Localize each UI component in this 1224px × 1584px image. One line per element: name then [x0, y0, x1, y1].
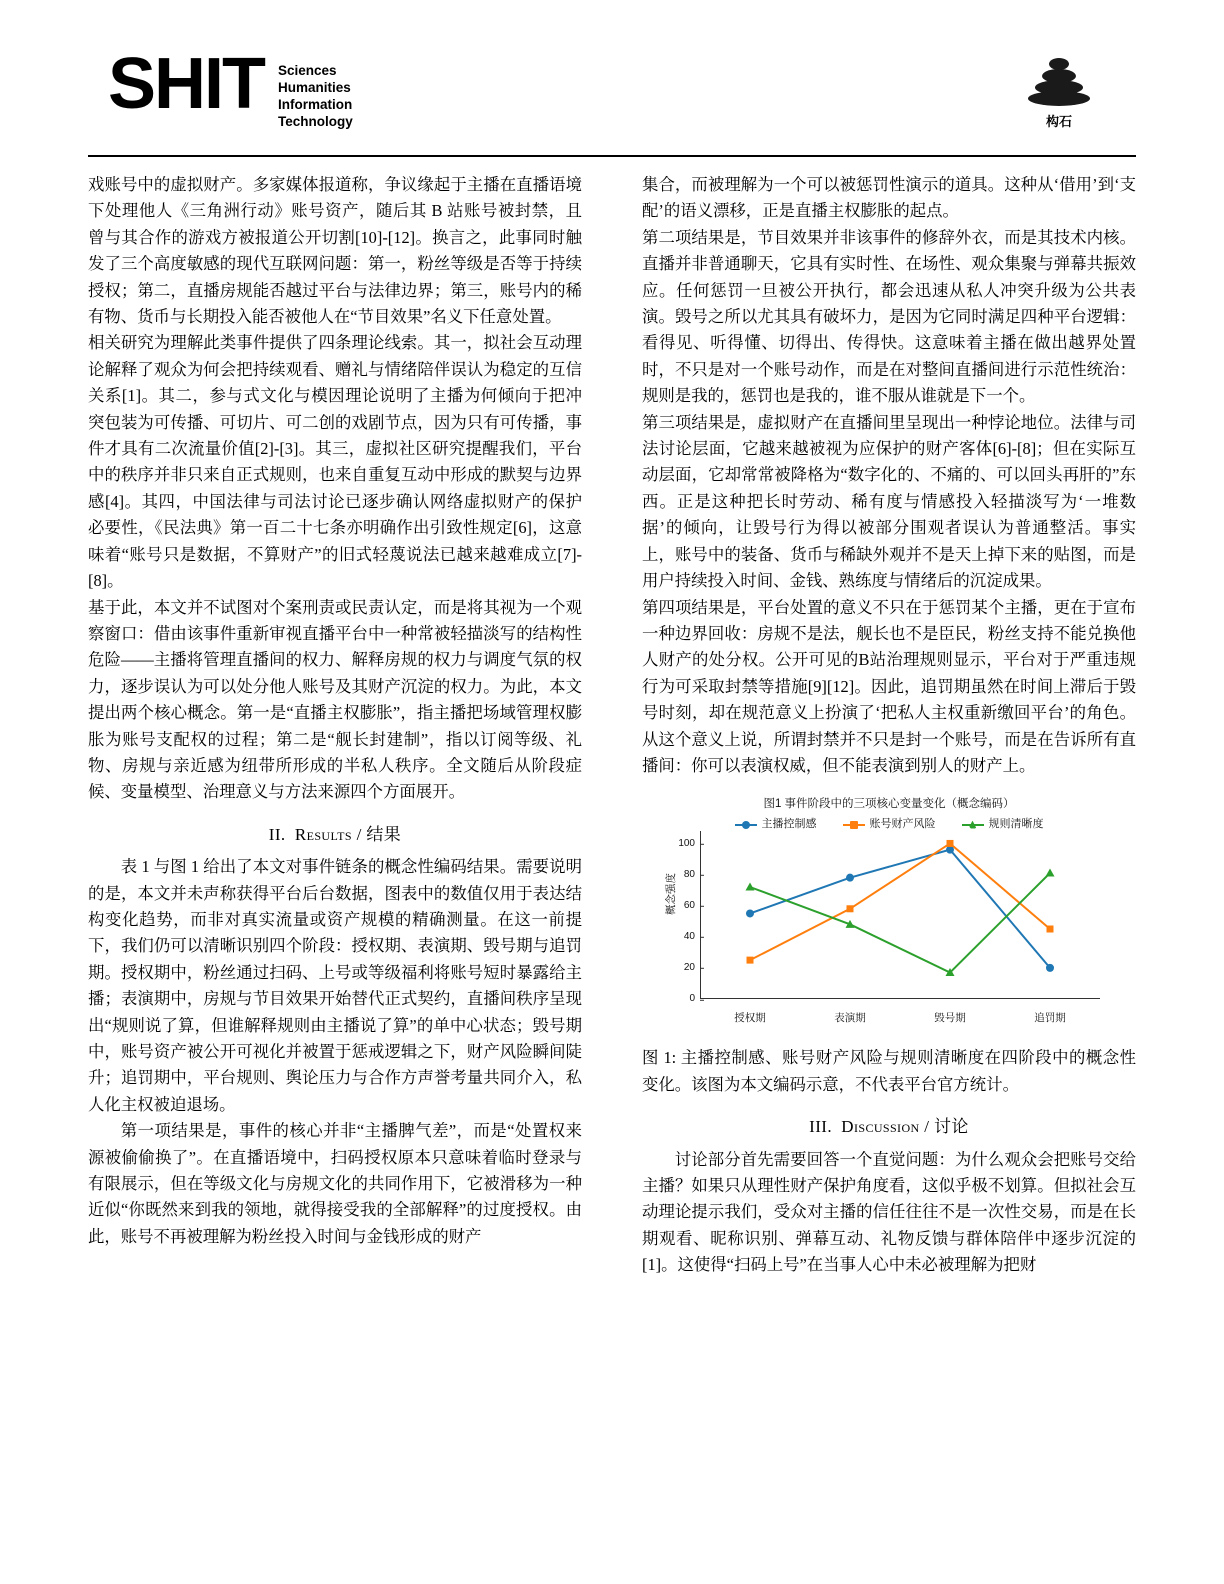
logo-subtitle-line-1: Sciences	[278, 63, 337, 78]
header-divider	[88, 155, 1136, 157]
stacked-stones-icon	[1027, 56, 1091, 108]
paragraph: 表 1 与图 1 给出了本文对事件链条的概念性编码结果。需要说明的是，本文并未声称获得平台后台数据，图表中的数值仅用于表达结构变化趋势，而非对真实流量或资产规模的精确测量。在这一前提下，我们仍可以清晰识别四个阶段：授权期、表演期、毁号期与追罚期。授权期中，粉丝通过扫码、上号或等级福利将账号短时暴露给主播；表演期中，房规与节目效果开始替代正式契约，直播间秩序呈现出“规则说了算，但谁解释规则由主播说了算”的单中心状态；毁号期中，账号资产被公开可视化并被置于惩戒逻辑之下，财产风险瞬间陡升；追罚期中，平台规则、舆论压力与合作方声誉考量共同介入，私人化主权被迫退场。	[88, 857, 582, 1114]
chart-x-tick: 追罚期	[1034, 1012, 1066, 1025]
legend-swatch-0	[735, 824, 757, 826]
chart-plot-area	[678, 831, 1100, 1025]
chart-y-tick: 100	[678, 831, 700, 857]
chart-x-tick: 表演期	[834, 1012, 866, 1025]
chart-title: 图1 事件阶段中的三项核心变量变化（概念编码）	[763, 798, 1015, 811]
chart-y-tick: 0	[689, 986, 700, 1012]
legend-swatch-2	[962, 824, 984, 826]
paragraph: 第四项结果是，平台处置的意义不只在于惩罚某个主播，更在于宣布一种边界回收：房规不是法，舰长也不是臣民，粉丝支持不能兑换他人财产的处分权。公开可见的B站治理规则显示，平台对于严重违规行为可采取封禁等措施[9][12]。因此，追罚期虽然在时间上滞后于毁号时刻，却在规范意义上扮演了‘把私人主权重新缴回平台’的角色。从这个意义上说，所谓封禁并不只是封一个账号，而是在告诉所有直播间：你可以表演权威，但不能表演到别人的财产上。	[642, 597, 1136, 775]
figure-1-plot	[642, 789, 1136, 1041]
figure-1	[642, 789, 1136, 1098]
right-column	[642, 172, 1136, 1279]
legend-swatch-1	[843, 824, 865, 826]
legend-label-2: 规则清晰度	[988, 818, 1044, 831]
left-column	[88, 172, 582, 1250]
section-title-cn: 结果	[366, 824, 402, 844]
chart-y-axis-label: 概念强度	[665, 873, 677, 916]
chart-series-svg	[700, 831, 1100, 999]
section-number: II.	[268, 824, 286, 844]
paragraph: 集合，而被理解为一个可以被惩罚性演示的道具。这种从‘借用’到‘支配’的语义漂移，正是直播主权膨胀的起点。	[642, 175, 1136, 221]
chart-x-tick: 授权期	[734, 1012, 766, 1025]
section-separator: /	[919, 1117, 935, 1137]
section-heading-discussion	[642, 1114, 1136, 1140]
masthead	[88, 44, 1136, 153]
figure-1-caption: 图 1: 主播控制感、账号财产风险与规则清晰度在四阶段中的概念性变化。该图为本文编码示意，不代表平台官方统计。	[642, 1048, 1136, 1094]
paragraph: 第二项结果是，节目效果并非该事件的修辞外衣，而是其技术内核。直播并非普通聊天，它具有实时性、在场性、观众集聚与弹幕共振效应。任何惩罚一旦被公开执行，都会迅速从私人冲突升级为公共表演。毁号之所以尤其具有破坏力，是因为它同时满足四种平台逻辑：看得见、听得懂、切得出、传得快。这意味着主播在做出越界处置时，不只是对一个账号动作，而是在对整间直播间进行示范性统治：规则是我的，惩罚也是我的，谁不服从谁就是下一个。	[642, 227, 1136, 406]
legend-label-1: 账号财产风险	[869, 818, 936, 831]
section-number: III.	[809, 1117, 832, 1137]
publisher-brand	[1004, 56, 1114, 130]
paragraph: 第三项结果是，虚拟财产在直播间里呈现出一种悖论地位。法律与司法讨论层面，它越来越被视为应保护的财产客体[6]-[8]；但在实际互动层面，它却常常被降格为“数字化的、不痛的、可以回头再肝的”东西。正是这种把长时劳动、稀有度与情感投入轻描淡写为‘一堆数据’的倾向，让毁号行为得以被部分围观者误认为普通整活。事实上，账号中的装备、货币与稀缺外观并不是天上掉下来的贴图，而是用户持续投入时间、金钱、熟练度与情绪后的沉淀成果。	[642, 412, 1136, 591]
section-title: Results	[294, 824, 352, 844]
chart-y-tick: 60	[684, 893, 700, 919]
publisher-name: 构石	[1045, 114, 1072, 129]
logo-subtitle-line-2: Humanities	[278, 80, 351, 95]
chart-x-tick: 毁号期	[934, 1012, 966, 1025]
chart-y-tick: 40	[684, 924, 700, 950]
section-title-cn: 讨论	[934, 1117, 969, 1137]
logo-wordmark: SHIT	[108, 44, 265, 124]
logo-subtitle-line-3: Information	[278, 97, 353, 112]
chart-y-tick: 20	[684, 955, 700, 981]
paragraph: 戏账号中的虚拟财产。多家媒体报道称，争议缘起于主播在直播语境下处理他人《三角洲行动》账号资产，随后其 B 站账号被封禁，且曾与其合作的游戏方被报道公开切割[10]-[12]。换言之，此事同时触发了三个高度敏感的现代互联网问题：第一，粉丝等级是否等于持续授权；第二，直播房规能否越过平台与法律边界；第三，账号内的稀有物、货币与长期投入能否被他人在“节目效果”名义下任意处置。	[88, 175, 582, 327]
paragraph: 讨论部分首先需要回答一个直觉问题：为什么观众会把账号交给主播？如果只从理性财产保护角度看，这似乎极不划算。但拟社会互动理论提示我们，受众对主播的信任往往不是一次性交易，而是在长期观看、昵称识别、弹幕互动、礼物反馈与群体陪伴中逐步沉淀的[1]。这使得“扫码上号”在当事人心中未必被理解为把财	[642, 1149, 1136, 1275]
logo-subtitle-line-4: Technology	[278, 114, 353, 129]
paragraph: 相关研究为理解此类事件提供了四条理论线索。其一，拟社会互动理论解释了观众为何会把持续观看、赠礼与情绪陪伴误认为稳定的互信关系[1]。其二，参与式文化与模因理论说明了主播为何倾向于把冲突包装为可传播、可切片、可二创的戏剧节点，因为只有可传播，事件才具有二次流量价值[2]-[3]。其三，虚拟社区研究提醒我们，平台中的秩序并非只来自正式规则，也来自重复互动中形成的默契与边界感[4]。其四，中国法律与司法讨论已逐步确认网络虚拟财产的保护必要性，《民法典》第一百二十七条亦明确作出引致性规定[6]，这意味着“账号只是数据，不算财产”的旧式轻蔑说法已越来越难成立[7]-[8]。	[88, 333, 582, 591]
logo-subtitle	[278, 62, 353, 130]
journal-logo	[108, 44, 353, 130]
section-separator: /	[351, 824, 367, 844]
section-heading-results	[88, 822, 582, 848]
paragraph: 基于此，本文并不试图对个案刑责或民责认定，而是将其视为一个观察窗口：借由该事件重新审视直播平台中一种常被轻描淡写的结构性危险——主播将管理直播间的权力、解释房规的权力与调度气氛的权力，逐步误认为可以处分他人账号及其财产沉淀的权力。为此，本文提出两个核心概念。第一是“直播主权膨胀”，指主播把场域管理权膨胀为账号支配权的过程；第二是“舰长封建制”，指以订阅等级、礼物、房规与亲近感为纽带所形成的半私人秩序。全文随后从阶段症候、变量模型、治理意义与方法来源四个方面展开。	[88, 597, 582, 802]
paragraph: 第一项结果是，事件的核心并非“主播脾气差”，而是“处置权来源被偷偷换了”。在直播语境中，扫码授权原本只意味着临时登录与有限展示，但在等级文化与房规文化的共同作用下，它被滑移为一种近似“你既然来到我的领地，就得接受我的全部解释”的过度授权。由此，账号不再被理解为粉丝投入时间与金钱形成的财产	[88, 1121, 582, 1246]
section-title: Discussion	[841, 1117, 920, 1137]
legend-label-0: 主播控制感	[761, 818, 817, 831]
chart-y-tick: 80	[684, 862, 700, 888]
